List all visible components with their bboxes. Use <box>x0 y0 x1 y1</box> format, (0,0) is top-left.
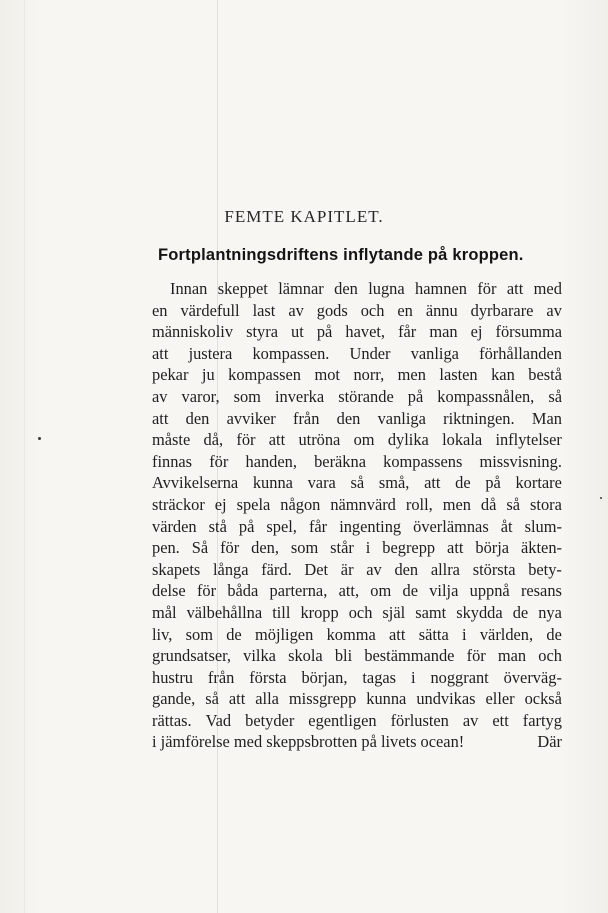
word: de <box>455 473 471 493</box>
word: kropp <box>300 602 339 622</box>
word: den, <box>251 538 279 558</box>
word: på <box>316 322 333 342</box>
word: Så <box>191 538 209 558</box>
word: resans <box>520 581 562 601</box>
word: hamnen <box>415 279 467 298</box>
word: inflytelser <box>495 430 562 450</box>
word: man <box>429 322 458 342</box>
word: norr, <box>353 365 385 385</box>
word: första <box>249 667 287 687</box>
word: vilka <box>243 646 276 666</box>
word: kompassens <box>383 451 463 471</box>
word: varor, <box>181 386 220 406</box>
word: att <box>389 624 406 644</box>
word: dylika <box>387 430 429 450</box>
text-line <box>152 494 562 516</box>
scan-speck <box>600 497 602 499</box>
word: allra <box>430 559 460 579</box>
word: en <box>152 300 168 320</box>
word: så <box>205 689 219 709</box>
word: en <box>397 300 413 320</box>
word: att, <box>338 581 360 601</box>
text-line <box>152 300 562 322</box>
word: liv, <box>152 624 173 644</box>
word: skydda <box>456 602 503 622</box>
word: som <box>185 624 213 644</box>
word: kunna <box>366 689 407 709</box>
word: mot <box>314 365 340 385</box>
word: kunna <box>252 473 293 493</box>
word: missvisning. <box>479 451 562 471</box>
word: ingenting <box>339 516 402 536</box>
word: Vad <box>205 710 232 730</box>
word: pekar <box>152 365 189 385</box>
word: äkten- <box>521 538 562 558</box>
word: då, <box>203 430 224 450</box>
word: av <box>546 300 562 320</box>
word: kan <box>491 365 515 385</box>
word: av <box>288 300 304 320</box>
word: står <box>330 538 354 558</box>
word: bestämmande <box>364 646 455 666</box>
word: störande <box>338 386 394 406</box>
word: förlusten <box>390 710 449 730</box>
word: möjligen <box>255 624 314 644</box>
word: kompassnålen, <box>437 386 535 406</box>
word: av <box>152 386 168 406</box>
word: ut <box>291 322 304 342</box>
word: begrepp <box>382 538 436 558</box>
word: i <box>462 624 467 644</box>
text-line <box>152 667 562 689</box>
word: parterna, <box>269 581 328 601</box>
word: för <box>209 451 229 471</box>
word: att <box>506 279 524 298</box>
word: i <box>365 538 371 558</box>
word: ju <box>201 365 215 385</box>
word: själ <box>382 602 406 622</box>
word: riktningen. <box>443 408 515 428</box>
word: bestå <box>528 365 562 385</box>
word: båda <box>227 581 259 601</box>
word: nya <box>538 602 562 622</box>
word: Innan <box>170 279 208 298</box>
word: den <box>394 559 419 579</box>
word: betyder <box>245 710 295 730</box>
text-line <box>152 472 562 494</box>
text-line-content: Där <box>537 732 562 752</box>
word: den <box>185 408 210 428</box>
word: om <box>370 581 392 601</box>
word: sätta <box>418 624 449 644</box>
word: små, <box>378 473 410 493</box>
word: att <box>152 343 169 363</box>
word: skeppet <box>217 279 268 298</box>
word: på <box>485 473 501 493</box>
word: Man <box>531 408 562 428</box>
line-gap <box>464 731 537 753</box>
word: överväg- <box>503 667 562 687</box>
word: finnas <box>152 451 193 471</box>
word: Avvikelserna <box>152 473 239 493</box>
text-line <box>152 386 562 408</box>
word: får <box>308 516 328 536</box>
word: noggrant <box>430 667 489 687</box>
word: mål <box>152 602 177 622</box>
text-line <box>152 624 562 646</box>
word: de <box>546 624 562 644</box>
word: kompassen. <box>252 343 330 363</box>
word: gande, <box>152 689 196 709</box>
word: vanliga <box>377 408 426 428</box>
word: bli <box>334 646 353 666</box>
word: egentligen <box>308 710 377 730</box>
word: om <box>353 430 375 450</box>
word: ej <box>214 494 227 514</box>
word: från <box>207 667 235 687</box>
word: hustru <box>152 667 193 687</box>
word: vanliga <box>410 343 459 363</box>
text-line <box>152 580 562 602</box>
word: rättas. <box>152 710 192 730</box>
text-line <box>152 451 562 473</box>
word: börja <box>475 538 510 558</box>
word: människoliv <box>152 322 234 342</box>
word: så <box>350 473 365 493</box>
word: beräkna <box>314 451 366 471</box>
text-line <box>152 731 562 753</box>
word: fartyg <box>522 710 562 730</box>
text-line <box>152 408 562 430</box>
word: skapets <box>152 559 201 579</box>
word: Det <box>304 559 329 579</box>
word: eller <box>485 689 515 709</box>
word: utröna <box>298 430 341 450</box>
word: kompassen <box>228 365 301 385</box>
word: för <box>466 646 486 666</box>
word: att <box>447 538 464 558</box>
word: försumma <box>495 322 562 342</box>
word: kortare <box>515 473 562 493</box>
word: ett <box>492 710 509 730</box>
word: värdefull <box>180 300 240 320</box>
word: handen, <box>245 451 297 471</box>
word: lokala <box>442 430 483 450</box>
word: i <box>410 667 416 687</box>
text-line <box>152 278 562 300</box>
word: då <box>480 494 497 514</box>
word: roll, <box>405 494 433 514</box>
text-line <box>152 602 562 624</box>
word: ej <box>470 322 483 342</box>
text-line <box>152 343 562 365</box>
word: spela <box>236 494 271 514</box>
word: den <box>334 279 358 298</box>
word: överlämnas <box>413 516 489 536</box>
chapter-heading: FEMTE KAPITLET. <box>224 207 384 226</box>
word: och <box>538 646 562 666</box>
word: tagas <box>362 667 397 687</box>
word: uppnå <box>469 581 510 601</box>
word: bety- <box>528 559 562 579</box>
word: undvikas <box>416 689 476 709</box>
word: som <box>233 386 261 406</box>
word: stora <box>530 494 562 514</box>
word: världen, <box>479 624 534 644</box>
page-edge-shadow <box>24 0 25 913</box>
text-line <box>152 688 562 710</box>
word: att <box>424 473 441 493</box>
word: att <box>152 408 169 428</box>
word: delse <box>152 581 186 601</box>
word: för <box>236 430 256 450</box>
word: skola <box>288 646 323 666</box>
word: lasten <box>439 365 478 385</box>
word: lugna <box>368 279 405 298</box>
word: Under <box>349 343 391 363</box>
word: dyrbarare <box>470 300 534 320</box>
word: de <box>226 624 242 644</box>
word: justera <box>188 343 233 363</box>
scan-speck <box>38 437 41 440</box>
text-line <box>152 321 562 343</box>
word: avviker <box>226 408 276 428</box>
word: vara <box>307 473 336 493</box>
section-title: Fortplantningsdriftens inflytande på kroppen. <box>158 246 524 264</box>
word: last <box>252 300 276 320</box>
word: också <box>524 689 562 709</box>
word: på <box>407 386 424 406</box>
word: största <box>472 559 516 579</box>
word: komma <box>326 624 376 644</box>
word: för <box>477 279 497 298</box>
word: och <box>360 300 385 320</box>
word: måste <box>152 430 191 450</box>
word: grundsatser, <box>152 646 231 666</box>
word: sträckor <box>152 494 205 514</box>
word: nämnvärd <box>330 494 396 514</box>
word: missgrepp <box>288 689 357 709</box>
word: den <box>336 408 361 428</box>
text-line <box>152 429 562 451</box>
text-line <box>152 645 562 667</box>
word: men <box>442 494 471 514</box>
text-line <box>152 710 562 732</box>
word: får <box>398 322 417 342</box>
word: stå <box>208 516 227 536</box>
word: men <box>397 365 426 385</box>
word: från <box>293 408 320 428</box>
word: för <box>196 581 217 601</box>
text-line <box>152 516 562 538</box>
word: spel, <box>266 516 297 536</box>
word: gods <box>316 300 348 320</box>
word: styra <box>246 322 278 342</box>
word: för <box>220 538 240 558</box>
word: färd. <box>261 559 292 579</box>
word: de <box>402 581 418 601</box>
word: vilja <box>429 581 459 601</box>
text-line <box>152 537 562 559</box>
text-line <box>152 559 562 581</box>
word: alla <box>255 689 279 709</box>
word: lämnar <box>278 279 324 298</box>
text-line <box>152 364 562 386</box>
word: till <box>272 602 291 622</box>
word: de <box>512 602 529 622</box>
word: att <box>268 430 286 450</box>
word: så <box>506 494 521 514</box>
word: på <box>238 516 255 536</box>
word: åt <box>500 516 513 536</box>
word: man <box>497 646 527 666</box>
word: och <box>348 602 373 622</box>
word: värden <box>152 516 197 536</box>
word: förhållanden <box>479 343 562 363</box>
word: pen. <box>152 538 180 558</box>
word: början, <box>301 667 348 687</box>
word: välbehållna <box>186 602 263 622</box>
word: ännu <box>425 300 458 320</box>
word: så <box>548 386 562 406</box>
word: samt <box>415 602 447 622</box>
body-paragraph <box>152 278 562 753</box>
word: att <box>228 689 246 709</box>
word: inverka <box>274 386 325 406</box>
word: som <box>290 538 319 558</box>
word: slum- <box>524 516 562 536</box>
word: av <box>366 559 382 579</box>
text-line-content: i jämförelse med skeppsbrotten på livets ocean! <box>152 732 465 752</box>
word: havet, <box>345 322 385 342</box>
word: är <box>340 559 354 579</box>
word: långa <box>212 559 249 579</box>
word: av <box>462 710 479 730</box>
word: med <box>533 279 562 298</box>
word: någon <box>280 494 321 514</box>
